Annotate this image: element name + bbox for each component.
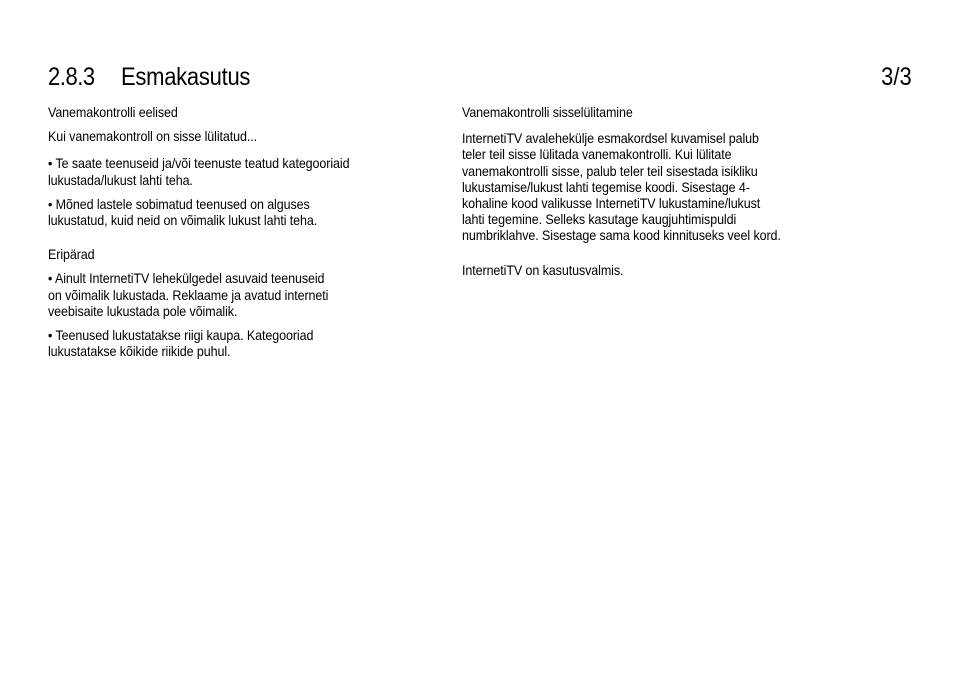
left-column — [48, 105, 428, 360]
paragraph-line: vanemakontrolli sisse, palub teler teil sisestada isikliku — [462, 163, 758, 179]
bullet-line: lukustada/lukust lahti teha. — [48, 172, 193, 188]
bullet-internettv-only — [48, 271, 428, 320]
section-number: 2.8.3 — [48, 63, 95, 91]
bullet-country-lock — [48, 328, 428, 360]
bullet-line: veebisaite lukustada pole võimalik. — [48, 303, 238, 319]
section-title: Esmakasutus — [121, 63, 251, 91]
bullet-line: lukustatakse kõikide riikide puhul. — [48, 344, 231, 360]
enable-instructions-paragraph — [462, 131, 862, 244]
paragraph-line: InternetiTV avalehekülje esmakordsel kuvamisel palub — [462, 131, 759, 147]
bullet-lock-services — [48, 156, 428, 188]
enable-parental-control-heading: Vanemakontrolli sisselülitamine — [462, 105, 633, 120]
paragraph-line: numbriklahve. Sisestage sama kood kinnituseks veel kord. — [462, 228, 781, 244]
bullet-line: • Teenused lukustatakse riigi kaupa. Kategooriad — [48, 328, 314, 344]
bullet-line: on võimalik lukustada. Reklaame ja avatud interneti — [48, 287, 329, 303]
bullet-line: • Ainult InternetiTV lehekülgedel asuvaid teenuseid — [48, 271, 325, 287]
page-header — [48, 60, 912, 94]
paragraph-line: lahti tegemine. Selleks kasutage kaugjuhtimispuldi — [462, 212, 737, 228]
bullet-line: • Mõned lastele sobimatud teenused on alguses — [48, 196, 310, 212]
ready-to-use-text: InternetiTV on kasutusvalmis. — [462, 262, 624, 278]
bullet-initially-locked — [48, 197, 428, 229]
page-indicator: 3/3 — [881, 63, 912, 91]
intro-text: Kui vanemakontroll on sisse lülitatud... — [48, 129, 258, 145]
paragraph-line: kohaline kood valikusse InternetiTV lukustamine/lukust — [462, 196, 761, 212]
paragraph-line: teler teil sisse lülitada vanemakontrolli. Kui lülitate — [462, 147, 732, 163]
right-column — [462, 105, 862, 279]
bullet-line: • Te saate teenuseid ja/või teenuste teatud kategooriaid — [48, 156, 350, 172]
parental-control-benefits-heading: Vanemakontrolli eelised — [48, 105, 178, 120]
bullet-line: lukustatud, kuid neid on võimalik lukust lahti teha. — [48, 213, 318, 229]
paragraph-line: lukustamise/lukust lahti tegemise koodi. Sisestage 4- — [462, 179, 750, 195]
features-heading: Eripärad — [48, 247, 95, 263]
